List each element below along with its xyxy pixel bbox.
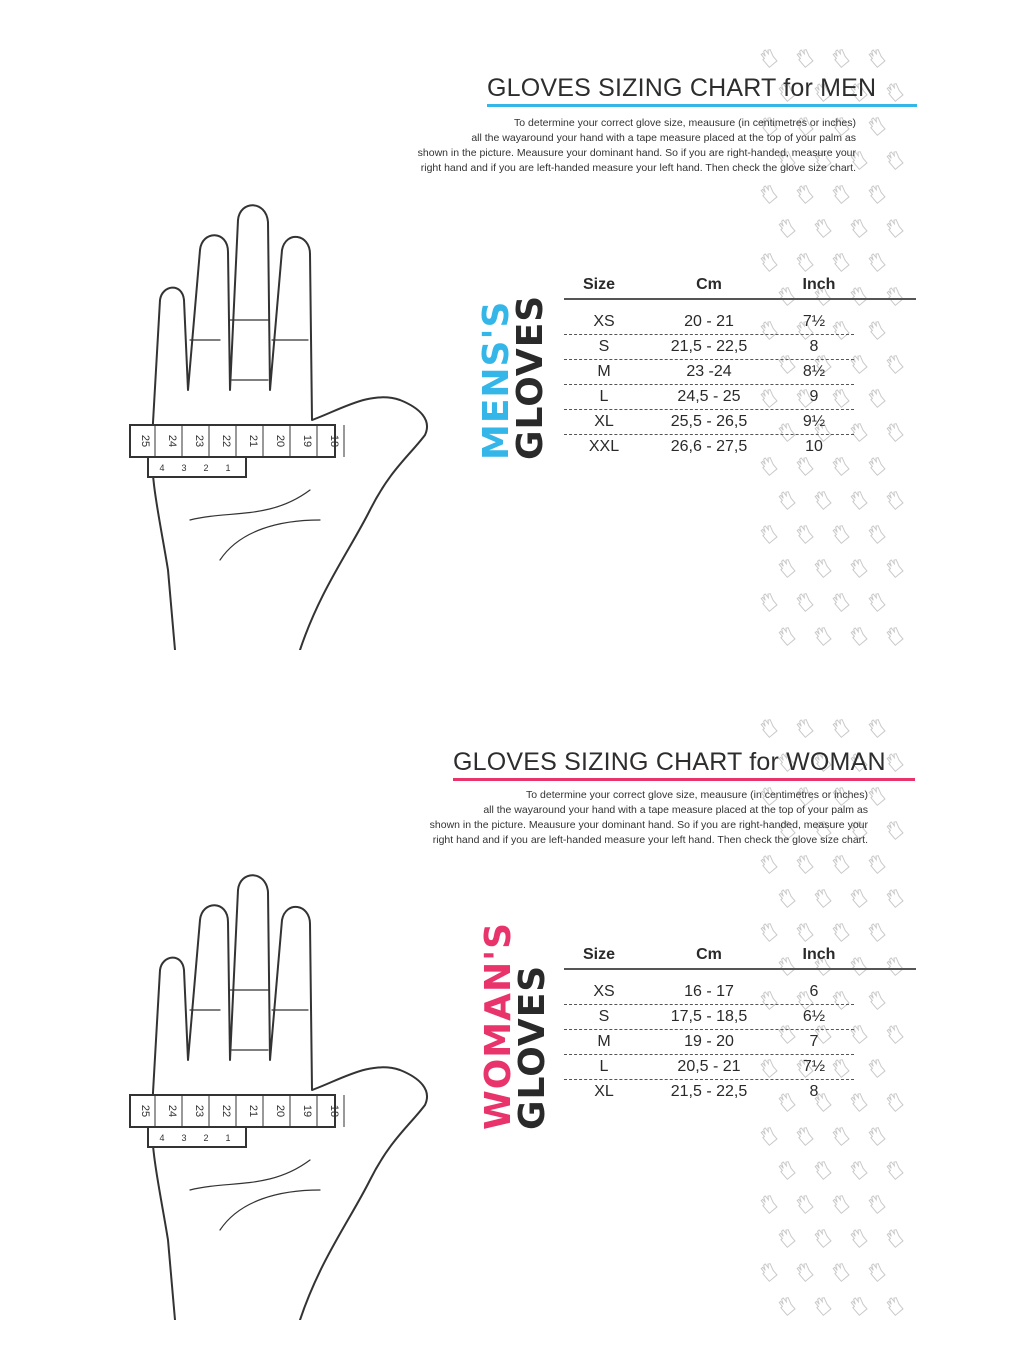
glove-icon (759, 1261, 778, 1281)
glove-icon (777, 1159, 796, 1179)
glove-icon (885, 819, 904, 839)
glove-icon (777, 217, 796, 237)
glove-icon (777, 887, 796, 907)
women-label-line2: GLOVES (512, 964, 553, 1130)
glove-icon (831, 1125, 850, 1145)
glove-icon (795, 1193, 814, 1213)
table-row: XS 20 - 21 7½ (564, 310, 854, 335)
glove-icon (831, 1193, 850, 1213)
women-description-line: To determine your correct glove size, meausure (in centimetres or inches) (526, 789, 868, 801)
tape-number: 4 (159, 1133, 165, 1143)
glove-icon (867, 717, 886, 737)
glove-icon (795, 717, 814, 737)
glove-icon (867, 115, 886, 135)
men-table-header (564, 268, 916, 300)
women-description (430, 788, 868, 848)
glove-icon (813, 489, 832, 509)
header-size: Size (582, 946, 615, 963)
glove-icon (885, 625, 904, 645)
table-row: L 24,5 - 25 9 (564, 385, 854, 410)
glove-icon (759, 1125, 778, 1145)
tape-number: 3 (181, 1133, 187, 1143)
glove-icon (759, 717, 778, 737)
glove-icon (867, 785, 886, 805)
glove-icon (867, 1125, 886, 1145)
glove-icon (885, 149, 904, 169)
tape-number: 22 (220, 434, 232, 448)
women-description-line: right hand and if you are left-handed measure your left hand. Then check the glove size chart. (432, 834, 868, 846)
glove-icon (831, 523, 850, 543)
women-table-header (564, 938, 916, 970)
glove-icon (759, 1193, 778, 1213)
tape-number: 21 (247, 1104, 259, 1118)
women-chart-title: GLOVES SIZING CHART for WOMAN (453, 748, 886, 776)
women-size-table (564, 938, 916, 1104)
tape-number: 22 (220, 1104, 232, 1118)
glove-icon (813, 557, 832, 577)
tape-number: 25 (139, 434, 151, 448)
glove-icon (885, 1227, 904, 1247)
glove-icon (849, 887, 868, 907)
glove-icon (867, 523, 886, 543)
tape-number: 20 (274, 1104, 286, 1118)
glove-icon (795, 183, 814, 203)
glove-icon (831, 1261, 850, 1281)
header-size: Size (582, 276, 615, 293)
glove-icon (885, 557, 904, 577)
tape-number: 20 (274, 434, 286, 448)
glove-icon (813, 1227, 832, 1247)
glove-icon (831, 183, 850, 203)
glove-icon (813, 217, 832, 237)
women-title-underline (453, 778, 915, 781)
glove-icon (885, 1159, 904, 1179)
table-row: XXL 26,6 - 27,5 10 (588, 438, 823, 455)
tape-number: 18 (328, 434, 340, 448)
men-description-line: To determine your correct glove size, meausure (in centimetres or inches) (514, 117, 856, 129)
tape-number: 18 (328, 1104, 340, 1118)
tape-number: 25 (139, 1104, 151, 1118)
glove-icon (813, 1295, 832, 1315)
tape-number: 21 (247, 434, 259, 448)
glove-icon (849, 557, 868, 577)
tape-number: 24 (166, 434, 178, 448)
glove-icon (885, 217, 904, 237)
men-description-line: all the wayaround your hand with a tape measure placed at the top of your palm as (471, 132, 856, 144)
glove-icon (885, 1295, 904, 1315)
glove-icon (777, 1227, 796, 1247)
glove-icon (849, 625, 868, 645)
glove-icon (831, 47, 850, 67)
men-gloves-label (476, 294, 551, 460)
tape-number: 19 (301, 434, 313, 448)
men-label-line2: GLOVES (510, 294, 551, 460)
glove-icon (795, 591, 814, 611)
glove-icon (759, 47, 778, 67)
table-row: M 19 - 20 7 (564, 1030, 854, 1055)
glove-icon (813, 887, 832, 907)
men-size-table (564, 268, 916, 459)
glove-icon (777, 625, 796, 645)
glove-icon (831, 853, 850, 873)
men-description-line: shown in the picture. Meausure your dominant hand. So if you are right-handed, measure your (417, 147, 856, 159)
header-cm: Cm (696, 276, 722, 293)
table-row: XL 21,5 - 22,5 8 (594, 1083, 819, 1100)
glove-icon (759, 523, 778, 543)
header-cm: Cm (696, 946, 722, 963)
glove-icon (885, 751, 904, 771)
women-description-line: shown in the picture. Meausure your dominant hand. So if you are right-handed, measure your (429, 819, 868, 831)
table-row: S 21,5 - 22,5 8 (564, 335, 854, 360)
glove-icon (759, 853, 778, 873)
tape-number: 2 (203, 1133, 209, 1143)
glove-icon (759, 591, 778, 611)
tape-number: 23 (193, 1104, 205, 1118)
table-row: M 23 -24 8½ (564, 360, 854, 385)
glove-icon (813, 1159, 832, 1179)
tape-number: 1 (225, 1133, 231, 1143)
glove-icon (849, 1295, 868, 1315)
glove-icon (885, 81, 904, 101)
table-row: L 20,5 - 21 7½ (564, 1055, 854, 1080)
glove-icon (867, 47, 886, 67)
tape-number: 23 (193, 434, 205, 448)
women-gloves-label (478, 921, 553, 1130)
table-row: XS 16 - 17 6 (564, 980, 854, 1005)
glove-icon (867, 1261, 886, 1281)
header-inch: Inch (802, 276, 836, 293)
glove-icon (777, 1295, 796, 1315)
hand-with-tape-measure-icon (120, 190, 440, 655)
glove-icon (777, 557, 796, 577)
tape-number: 24 (166, 1104, 178, 1118)
table-row: S 17,5 - 18,5 6½ (564, 1005, 854, 1030)
men-label-line1: MENS'S (476, 300, 517, 460)
table-row: XL 25,5 - 26,5 9½ (564, 410, 854, 435)
hand-with-tape-measure-icon (120, 860, 440, 1325)
glove-icon (849, 1159, 868, 1179)
women-description-line: all the wayaround your hand with a tape measure placed at the top of your palm as (483, 804, 868, 816)
glove-icon (867, 1193, 886, 1213)
glove-icon (813, 625, 832, 645)
tape-number: 4 (159, 463, 165, 473)
tape-number: 3 (181, 463, 187, 473)
glove-icon (867, 591, 886, 611)
glove-icon (885, 887, 904, 907)
men-title-underline (487, 104, 917, 107)
men-chart-title: GLOVES SIZING CHART for MEN (487, 74, 877, 102)
header-inch: Inch (802, 946, 836, 963)
glove-icon (795, 523, 814, 543)
tape-number: 19 (301, 1104, 313, 1118)
men-section (0, 20, 1024, 680)
glove-icon (795, 47, 814, 67)
tape-number: 2 (203, 463, 209, 473)
glove-icon (831, 591, 850, 611)
glove-icon (795, 1261, 814, 1281)
glove-icon (849, 1227, 868, 1247)
glove-icon (795, 1125, 814, 1145)
glove-icon (849, 489, 868, 509)
glove-icon (831, 717, 850, 737)
glove-icon (795, 853, 814, 873)
glove-icon (885, 489, 904, 509)
glove-icon (777, 489, 796, 509)
women-label-line1: WOMAN'S (478, 921, 519, 1130)
men-description (418, 116, 856, 176)
tape-number: 1 (225, 463, 231, 473)
men-description-line: right hand and if you are left-handed measure your left hand. Then check the glove size chart. (420, 162, 856, 174)
glove-icon (759, 183, 778, 203)
glove-icon (867, 853, 886, 873)
glove-icon (867, 183, 886, 203)
women-section (0, 690, 1024, 1350)
glove-icon (849, 217, 868, 237)
